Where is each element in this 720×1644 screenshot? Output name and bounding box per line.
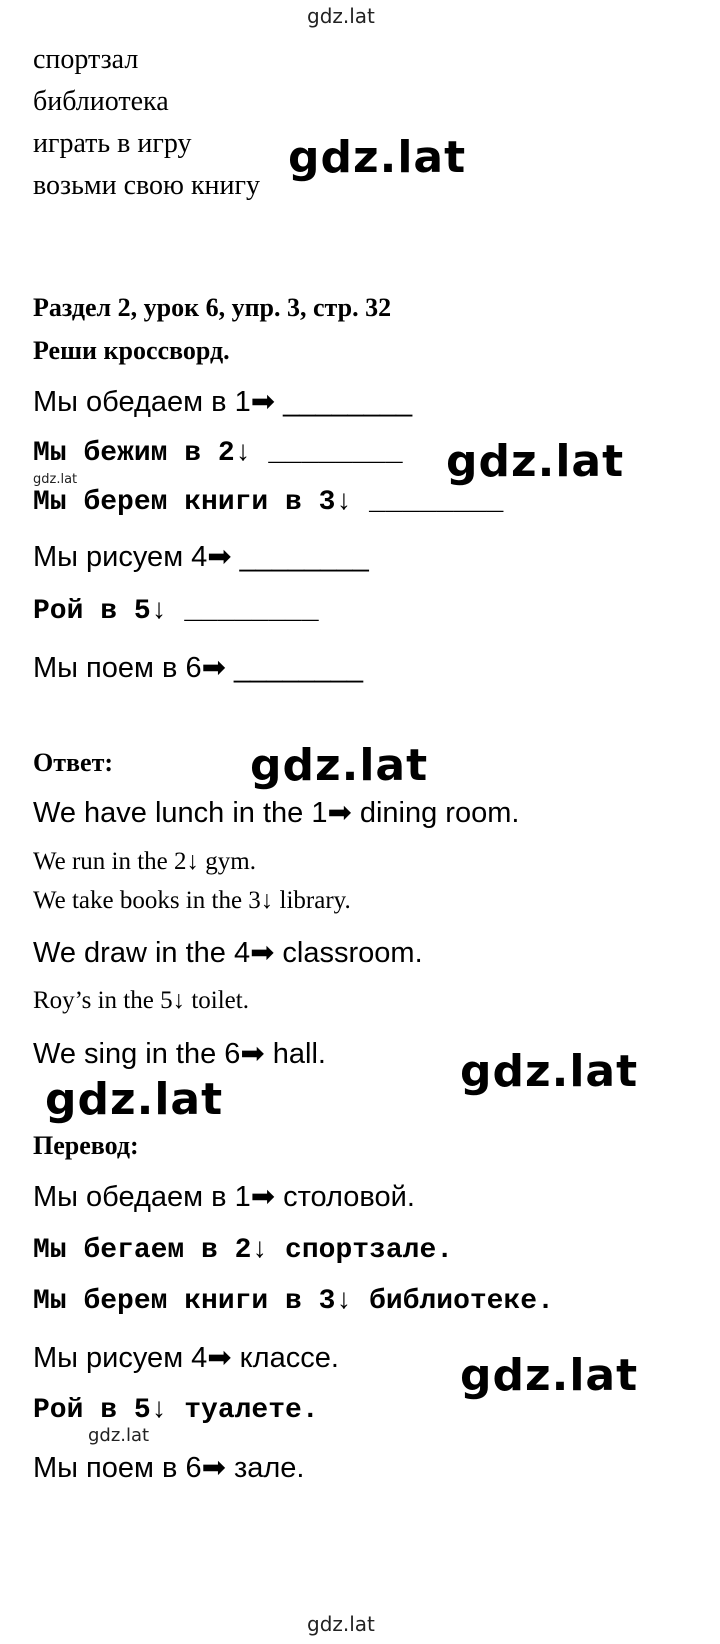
answer-line: We run in the 2↓ gym.: [33, 848, 256, 875]
watermark-bottom: gdz.lat: [307, 1612, 375, 1636]
task-line: Рой в 5↓ ________: [33, 596, 319, 627]
watermark: gdz.lat: [460, 1350, 639, 1401]
task-line: Мы бежим в 2↓ ________: [33, 438, 403, 469]
watermark-top: gdz.lat: [307, 4, 375, 28]
translation-heading: Перевод:: [33, 1131, 139, 1160]
watermark: gdz.lat: [250, 740, 429, 791]
task-line: Мы берем книги в 3↓ ________: [33, 487, 504, 518]
task-line: Мы обедаем в 1➡ ________: [33, 386, 413, 418]
task-heading: Раздел 2, урок 6, упр. 3, стр. 32: [33, 293, 392, 322]
translation-line: Рой в 5↓ туалете.: [33, 1395, 319, 1426]
answer-line: We take books in the 3↓ library.: [33, 887, 351, 914]
translation-line: Мы рисуем 4➡ классе.: [33, 1342, 339, 1374]
watermark-small: gdz.lat: [88, 1425, 150, 1446]
answer-line: We have lunch in the 1➡ dining room.: [33, 797, 520, 829]
task-line: Мы рисуем 4➡ ________: [33, 541, 369, 573]
translation-line: Мы берем книги в 3↓ библиотеке.: [33, 1286, 554, 1317]
watermark: gdz.lat: [288, 132, 467, 183]
vocab-item: библиотека: [33, 86, 169, 117]
vocab-item: возьми свою книгу: [33, 170, 260, 201]
task-instruction: Реши кроссворд.: [33, 336, 230, 365]
answer-line: We draw in the 4➡ classroom.: [33, 937, 423, 969]
vocab-item: спортзал: [33, 44, 139, 75]
watermark: gdz.lat: [460, 1046, 639, 1097]
task-line: Мы поем в 6➡ ________: [33, 652, 363, 684]
vocab-item: играть в игру: [33, 128, 192, 159]
translation-line: Мы бегаем в 2↓ спортзале.: [33, 1235, 454, 1266]
watermark-tiny: gdz.lat: [33, 472, 78, 487]
translation-line: Мы поем в 6➡ зале.: [33, 1452, 305, 1484]
answer-line: We sing in the 6➡ hall.: [33, 1038, 326, 1070]
translation-line: Мы обедаем в 1➡ столовой.: [33, 1181, 415, 1213]
answer-line: Roy’s in the 5↓ toilet.: [33, 987, 249, 1014]
watermark: gdz.lat: [446, 436, 625, 487]
answer-heading: Ответ:: [33, 748, 114, 777]
watermark: gdz.lat: [45, 1074, 224, 1125]
